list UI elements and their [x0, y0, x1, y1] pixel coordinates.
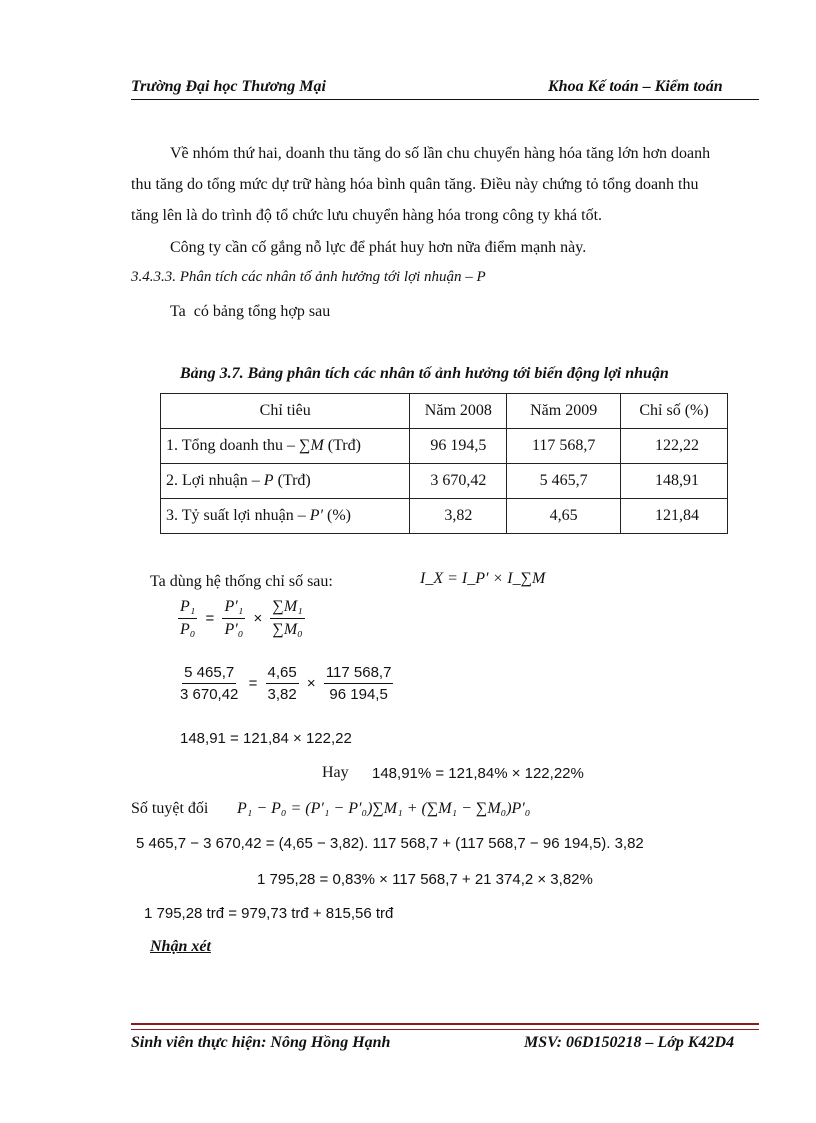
absolute-label: Số tuyệt đối — [131, 800, 209, 817]
fraction: $\frac{117 568,7}{96 194,5}$ — [325, 664, 392, 703]
fraction: $\frac{\text{P′₁}}{\text{P′₀}}$ — [224, 598, 244, 638]
absolute-line-3: 1 795,28 trđ = 979,73 trđ + 815,56 trđ — [144, 905, 394, 922]
value-2009: 117 568,7 — [507, 429, 621, 464]
absolute-formula: P₁ − P₀ = (P′₁ − P′₀)∑M₁ + (∑M₁ − ∑M₀)P′₀ — [237, 800, 531, 817]
table-header-cell: Chỉ số (%) — [621, 394, 728, 429]
index-system-formula: I_X = I_P′ × I_∑M — [420, 570, 546, 587]
fraction: $\frac{\text{∑M₁}}{\text{∑M₀}}$ — [272, 598, 303, 638]
value-2008: 96 194,5 — [410, 429, 507, 464]
footer-rule — [131, 1023, 759, 1030]
hay-formula: 148,91% = 121,84% × 122,22% — [372, 765, 584, 782]
row-label: 2. Lợi nhuận – P (Trđ) — [161, 464, 410, 499]
header-rule — [131, 99, 759, 100]
table-row — [161, 464, 728, 499]
table-intro: Ta có bảng tổng hợp sau — [170, 303, 331, 320]
table-row — [161, 429, 728, 464]
table-header-cell: Năm 2009 — [507, 394, 621, 429]
value-2009: 4,65 — [507, 499, 621, 534]
table-header-row — [161, 394, 728, 429]
numeric-ratio-formula: $\frac{5 465,7}{3 670,42}$ = $\frac{4,65}{3,82}$ × $\frac{117 568,7}{96 194,5}$ — [180, 664, 392, 703]
index-value: 121,84 — [621, 499, 728, 534]
fraction: $\frac{5 465,7}{3 670,42}$ — [180, 664, 239, 703]
value-2008: 3,82 — [410, 499, 507, 534]
value-2008: 3 670,42 — [410, 464, 507, 499]
footer-right: MSV: 06D150218 – Lớp K42D4 — [524, 1034, 735, 1051]
absolute-line-2: 1 795,28 = 0,83% × 117 568,7 + 21 374,2 × 3,82% — [257, 871, 593, 888]
table-header-cell: Năm 2008 — [410, 394, 507, 429]
result-formula: 148,91 = 121,84 × 122,22 — [180, 730, 352, 747]
header-right: Khoa Kế toán – Kiểm toán — [548, 78, 723, 95]
table-row — [161, 499, 728, 534]
comment-heading: Nhận xét — [150, 938, 211, 955]
hay-label: Hay — [322, 764, 349, 781]
ratio-formula: $\frac{\text{P₁}}{\text{P₀}}$ = $\frac{\text{P′₁}}{\text{P′₀}}$ × $\frac{\text{∑M₁}}{\text{∑M₀}}$ — [180, 598, 303, 638]
paragraph-line: Công ty cần cố gắng nỗ lực để phát huy hơn nữa điểm mạnh này. — [170, 239, 587, 256]
index-value: 122,22 — [621, 429, 728, 464]
footer-left: Sinh viên thực hiện: Nông Hồng Hạnh — [131, 1034, 391, 1051]
table-caption: Bảng 3.7. Bảng phân tích các nhân tố ảnh hưởng tới biến động lợi nhuận — [180, 365, 669, 382]
value-2009: 5 465,7 — [507, 464, 621, 499]
table-header-cell: Chỉ tiêu — [161, 394, 410, 429]
fraction: $\frac{4,65}{3,82}$ — [267, 664, 297, 703]
paragraph-line: thu tăng do tổng mức dự trữ hàng hóa bình quân tăng. Điều này chứng tỏ tổng doanh thu — [131, 176, 699, 193]
header-left: Trường Đại học Thương Mại — [131, 78, 326, 95]
absolute-line-1: 5 465,7 − 3 670,42 = (4,65 − 3,82). 117 568,7 + (117 568,7 − 96 194,5). 3,82 — [136, 835, 644, 852]
index-value: 148,91 — [621, 464, 728, 499]
section-heading: 3.4.3.3. Phân tích các nhân tố ảnh hưởng tới lợi nhuận – P — [131, 269, 486, 285]
profit-factor-table — [160, 393, 728, 534]
paragraph-line: Về nhóm thứ hai, doanh thu tăng do số lần chu chuyển hàng hóa tăng lớn hơn doanh — [170, 145, 711, 162]
index-system-label: Ta dùng hệ thống chỉ số sau: — [150, 573, 333, 590]
row-label: 1. Tổng doanh thu – ∑M (Trđ) — [161, 429, 410, 464]
fraction: $\frac{\text{P₁}}{\text{P₀}}$ — [180, 598, 196, 638]
row-label: 3. Tỷ suất lợi nhuận – P′ (%) — [161, 499, 410, 534]
paragraph-line: tăng lên là do trình độ tổ chức lưu chuyển hàng hóa trong công ty khá tốt. — [131, 207, 603, 224]
